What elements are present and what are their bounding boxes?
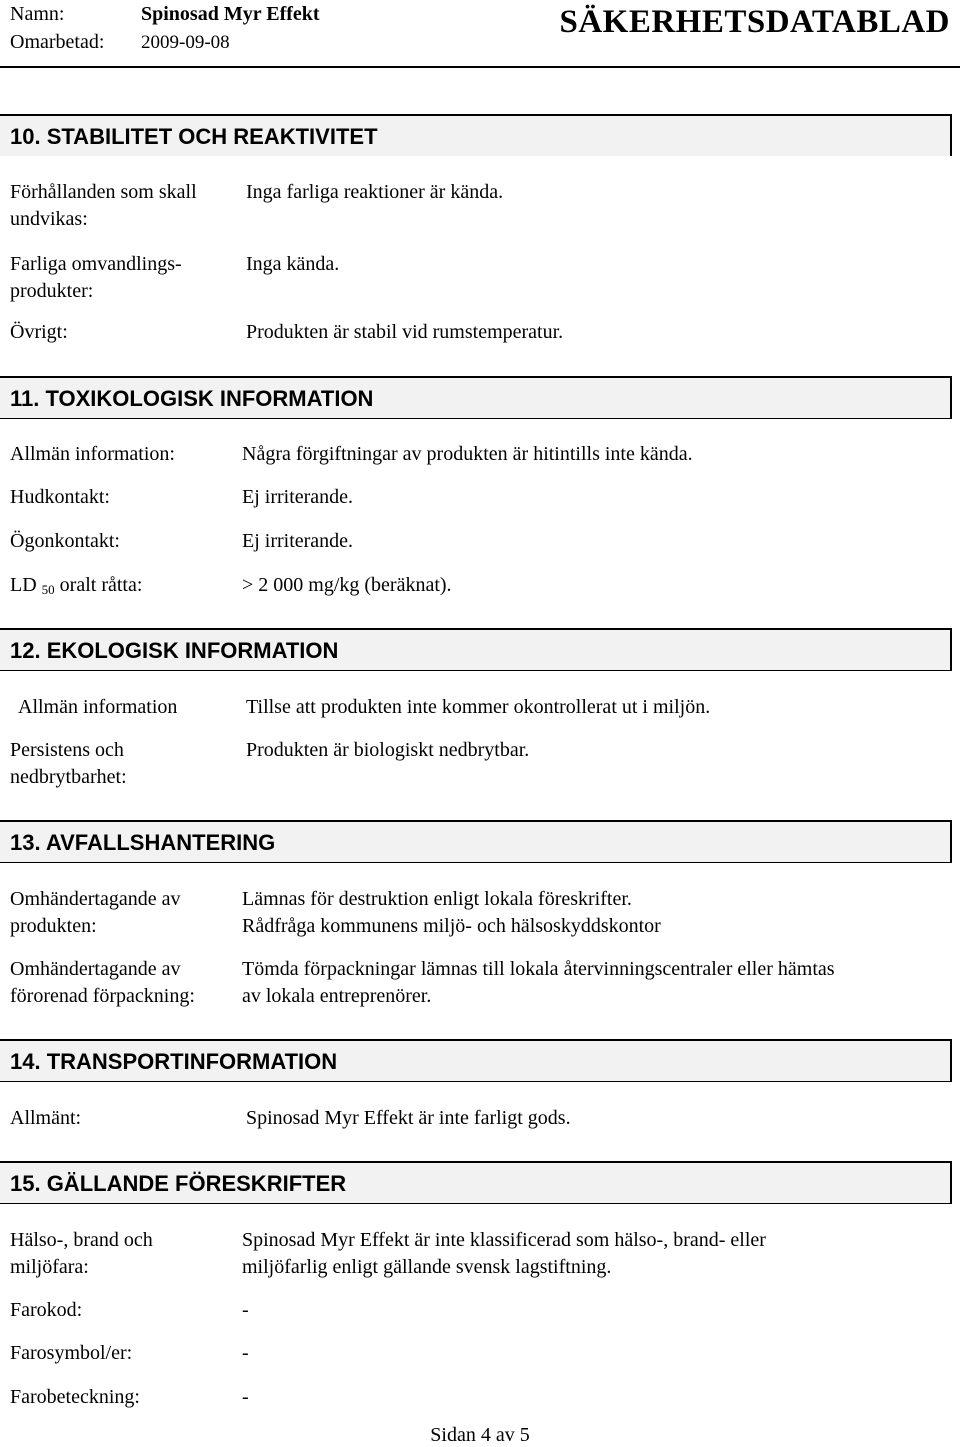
s11-value-ld50: > 2 000 mg/kg (beräknat).: [242, 574, 452, 596]
section-14-divider: [0, 1081, 952, 1082]
s11-label-eye: Ögonkontakt:: [10, 530, 120, 552]
s11-value-eye: Ej irriterande.: [242, 530, 354, 552]
name-label: Namn:: [10, 3, 65, 25]
section-13-header: [0, 820, 952, 862]
s15-value-hazard: [242, 1227, 766, 1281]
product-name: Spinosad Myr Effekt: [141, 3, 320, 25]
s13-label-packaging-line1: Omhändertagande av: [10, 958, 181, 980]
s13-label-packaging: [10, 956, 195, 1010]
s13-label-product-line1: Omhändertagande av: [10, 888, 181, 910]
s11-label-ld50: [10, 572, 142, 603]
s13-label-packaging-line2: förorenad förpackning:: [10, 985, 195, 1007]
s10-label-decomposition: [10, 251, 182, 305]
ld-subscript: 50: [41, 582, 55, 597]
s13-value-product-line1: Lämnas för destruktion enligt lokala föreskrifter.: [242, 888, 632, 910]
s15-value-hazard-code: -: [242, 1299, 249, 1321]
s10-value-decomposition: Inga kända.: [246, 253, 340, 275]
section-10-header: [0, 114, 952, 156]
section-13-divider: [0, 862, 952, 863]
section-12-divider: [0, 670, 952, 671]
revised-date: 2009-09-08: [141, 32, 230, 53]
section-11-header: [0, 376, 952, 418]
s11-label-general: Allmän information:: [10, 443, 175, 465]
section-13-title: 13. AVFALLSHANTERING: [10, 830, 276, 855]
section-12-header: [0, 628, 952, 670]
s15-value-hazard-line2: miljöfarlig enligt gällande svensk lagstiftning.: [242, 1256, 612, 1278]
section-15-title: 15. GÄLLANDE FÖRESKRIFTER: [10, 1171, 347, 1196]
s10-value-other: Produkten är stabil vid rumstemperatur.: [246, 321, 564, 343]
section-12-title: 12. EKOLOGISK INFORMATION: [10, 638, 339, 663]
s10-label-decomposition-line1: Farliga omvandlings-: [10, 253, 182, 275]
s11-value-general: Några förgiftningar av produkten är hitintills inte kända.: [242, 443, 693, 465]
s15-value-hazard-symbol: -: [242, 1342, 249, 1364]
s10-label-decomposition-line2: produkter:: [10, 280, 94, 302]
s10-label-conditions-line2: undvikas:: [10, 208, 88, 230]
s15-label-hazard-line2: miljöfara:: [10, 1256, 89, 1278]
s12-label-general: Allmän information: [18, 696, 178, 718]
section-11-divider: [0, 418, 952, 419]
s14-label-general: Allmänt:: [10, 1107, 82, 1129]
ld-prefix: LD: [10, 574, 42, 596]
revised-label: Omarbetad:: [10, 31, 105, 53]
s11-label-skin: Hudkontakt:: [10, 486, 110, 508]
s14-value-general: Spinosad Myr Effekt är inte farligt gods.: [246, 1107, 571, 1129]
s13-value-packaging-line2: av lokala entreprenörer.: [242, 985, 432, 1007]
s10-label-conditions-line1: Förhållanden som skall: [10, 181, 197, 203]
s15-label-hazard-code: Farokod:: [10, 1299, 83, 1321]
s15-label-hazard-designation: Farobeteckning:: [10, 1386, 140, 1408]
s10-label-other: Övrigt:: [10, 321, 68, 343]
s12-label-persistence: [10, 737, 127, 791]
s13-label-product: [10, 886, 180, 940]
page-number: Sidan 4 av 5: [430, 1424, 530, 1446]
ld-suffix: oralt råtta:: [54, 574, 143, 596]
header-divider: [0, 66, 960, 68]
s11-value-skin: Ej irriterande.: [242, 486, 354, 508]
s15-label-hazard: [10, 1227, 153, 1281]
section-14-title: 14. TRANSPORTINFORMATION: [10, 1049, 338, 1074]
s15-value-hazard-line1: Spinosad Myr Effekt är inte klassificerad som hälso-, brand- eller: [242, 1229, 766, 1251]
section-15-divider: [0, 1203, 952, 1204]
s13-value-product-line2: Rådfråga kommunens miljö- och hälsoskyddskontor: [242, 915, 661, 937]
s15-value-hazard-designation: -: [242, 1386, 249, 1408]
section-11-title: 11. TOXIKOLOGISK INFORMATION: [10, 386, 374, 411]
s12-value-general: Tillse att produkten inte kommer okontrollerat ut i miljön.: [246, 696, 711, 718]
document-title: SÄKERHETSDATABLAD: [559, 4, 950, 40]
s15-label-hazard-line1: Hälso-, brand och: [10, 1229, 153, 1251]
section-10-title: 10. STABILITET OCH REAKTIVITET: [10, 124, 378, 149]
section-14-header: [0, 1039, 952, 1081]
s12-label-persistence-line1: Persistens och: [10, 739, 124, 761]
s12-value-persistence: Produkten är biologiskt nedbrytbar.: [246, 739, 530, 761]
s13-label-product-line2: produkten:: [10, 915, 97, 937]
s15-label-hazard-symbol: Farosymbol/er:: [10, 1342, 133, 1364]
s12-label-persistence-line2: nedbrytbarhet:: [10, 766, 127, 788]
s13-value-packaging: [242, 956, 835, 1010]
s13-value-packaging-line1: Tömda förpackningar lämnas till lokala återvinningscentraler eller hämtas: [242, 958, 835, 980]
s10-value-conditions: Inga farliga reaktioner är kända.: [246, 181, 504, 203]
s13-value-product: [242, 886, 661, 940]
s10-label-conditions: [10, 179, 197, 233]
section-15-header: [0, 1161, 952, 1203]
